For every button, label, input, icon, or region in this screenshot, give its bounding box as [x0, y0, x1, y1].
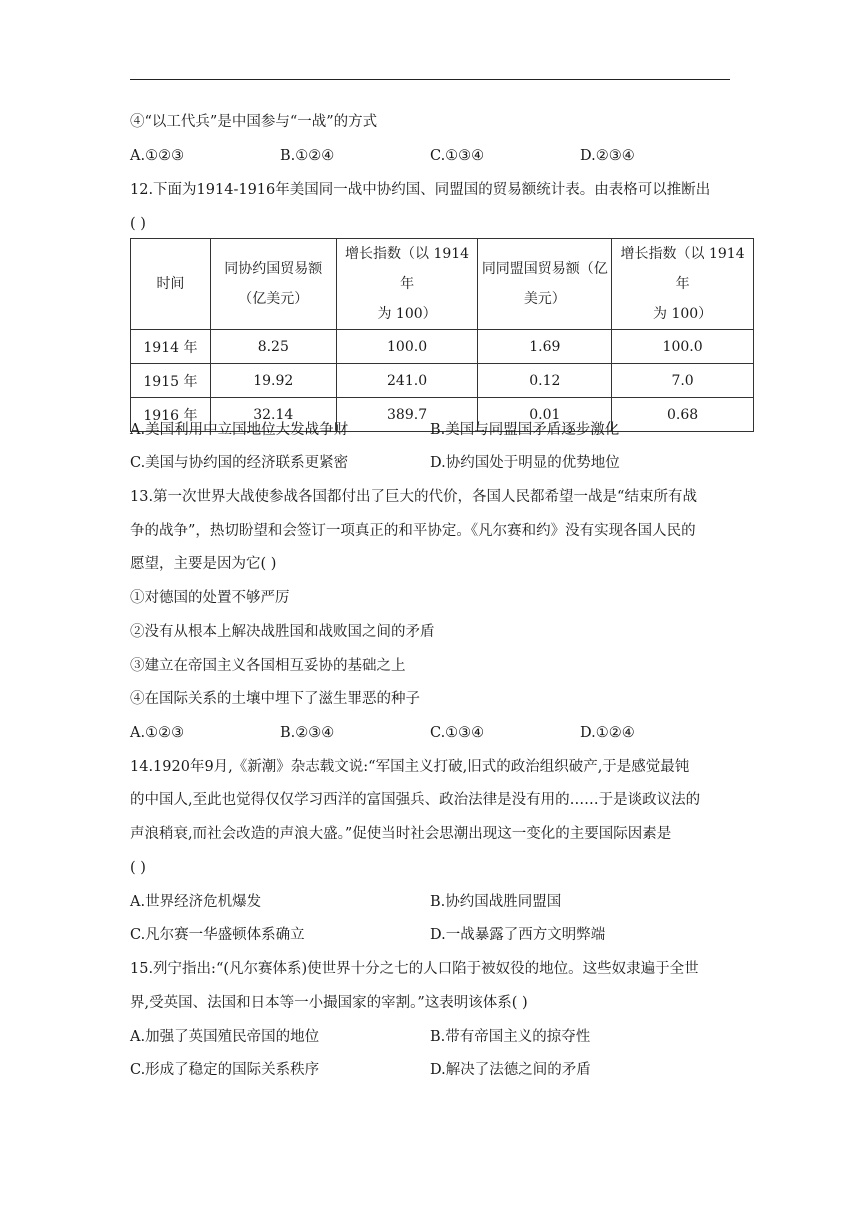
q15-stem-line-2: 界,受英国、法国和日本等一小撮国家的宰割。”这表明该体系( ) [130, 995, 528, 1011]
q13-option-a: A.①②③ [130, 725, 185, 741]
header-line: 美元） [523, 291, 566, 307]
header-rule [130, 79, 730, 80]
q14-stem-line-1: 14.1920年9月,《新潮》杂志载文说:“军国主义打破,旧式的政治组织破产,于是感觉最钝 [130, 759, 690, 775]
header-line: 增长指数（以 1914 年 [620, 246, 745, 292]
table-cell: 0.68 [612, 398, 754, 432]
table-cell: 7.0 [612, 364, 754, 398]
q13-option-c: C.①③④ [430, 725, 485, 741]
q11-option-a: A.①②③ [130, 148, 185, 164]
table-cell: 1916 年 [131, 398, 211, 432]
q12-option-c: C.美国与协约国的经济联系更紧密 [130, 455, 349, 471]
q15-option-a: A.加强了英国殖民帝国的地位 [130, 1029, 320, 1045]
q14-option-a: A.世界经济危机爆发 [130, 894, 262, 910]
q13-item-2: ②没有从根本上解决战胜国和战败国之间的矛盾 [130, 624, 435, 640]
q14-option-d: D.一战暴露了西方文明弊端 [430, 927, 606, 943]
header-cell-allied-index [336, 239, 478, 330]
q12-option-d: D.协约国处于明显的优势地位 [430, 455, 620, 471]
trade-statistics-table [130, 238, 754, 432]
header-line: 同同盟国贸易额（亿 [481, 261, 608, 277]
q12-stem-line-1: 12.下面为1914-1916年美国同一战中协约国、同盟国的贸易额统计表。由表格可以推断出 [130, 182, 711, 198]
q14-option-c: C.凡尔赛一华盛顿体系确立 [130, 927, 305, 943]
table-cell: 1.69 [478, 330, 612, 364]
q15-option-b: B.带有帝国主义的掠夺性 [430, 1029, 591, 1045]
header-line: （亿美元） [238, 291, 309, 307]
table-row [131, 364, 754, 398]
header-line: 同协约国贸易额 [224, 261, 323, 277]
table-row [131, 330, 754, 364]
table-header-row [131, 239, 754, 330]
q13-stem-line-1: 13.第一次世界大战使参战各国都付出了巨大的代价，各国人民都希望一战是“结束所有战 [130, 489, 697, 505]
q12-option-a: A.美国利用中立国地位大发战争财 [130, 422, 349, 438]
q13-item-3: ③建立在帝国主义各国相互妥协的基础之上 [130, 658, 406, 674]
table-cell: 241.0 [336, 364, 478, 398]
table-cell: 389.7 [336, 398, 478, 432]
q15-stem-line-1: 15.列宁指出:“(凡尔赛体系)使世界十分之七的人口陷于被奴役的地位。这些奴隶遍于全世 [130, 961, 699, 977]
table-cell: 1915 年 [131, 364, 211, 398]
q15-option-c: C.形成了稳定的国际关系秩序 [130, 1062, 320, 1078]
header-cell-central-trade [478, 239, 612, 330]
q14-stem-line-3: 声浪稍衰,而社会改造的声浪大盛。”促使当时社会思潮出现这一变化的主要国际因素是 [130, 826, 672, 842]
q13-item-4: ④在国际关系的土壤中埋下了滋生罪恶的种子 [130, 691, 420, 707]
q11-option-d: D.②③④ [580, 148, 635, 164]
table-cell: 1914 年 [131, 330, 211, 364]
q14-stem-line-4: ( ) [130, 860, 146, 876]
q14-stem-line-2: 的中国人,至此也觉得仅仅学习西洋的富国强兵、政治法律是没有用的……于是谈政议法的 [130, 792, 701, 808]
header-cell-time [131, 239, 211, 330]
header-cell-central-index [612, 239, 754, 330]
q11-item-4: ④“以工代兵”是中国参与“一战”的方式 [130, 114, 378, 130]
q12-stem-line-2: ( ) [130, 216, 146, 232]
q15-option-d: D.解决了法德之间的矛盾 [430, 1062, 591, 1078]
table-cell: 32.14 [210, 398, 336, 432]
q11-option-b: B.①②④ [280, 148, 335, 164]
table-cell: 8.25 [210, 330, 336, 364]
header-line: 时间 [156, 276, 185, 292]
table-cell: 0.01 [478, 398, 612, 432]
table-cell: 100.0 [336, 330, 478, 364]
header-line: 增长指数（以 1914 年 [345, 246, 470, 292]
header-line: 为 100） [653, 306, 713, 322]
q13-item-1: ①对德国的处置不够严厉 [130, 590, 290, 606]
q13-option-d: D.①②④ [580, 725, 635, 741]
header-cell-allied-trade [210, 239, 336, 330]
header-line: 为 100） [377, 306, 437, 322]
q13-stem-line-3: 愿望，主要是因为它( ) [130, 556, 277, 572]
q14-option-b: B.协约国战胜同盟国 [430, 894, 562, 910]
q13-stem-line-2: 争的战争”，热切盼望和会签订一项真正的和平协定。《凡尔赛和约》没有实现各国人民的 [130, 523, 696, 539]
q13-option-b: B.②③④ [280, 725, 335, 741]
q12-option-b: B.美国与同盟国矛盾逐步激化 [430, 422, 620, 438]
table-cell: 19.92 [210, 364, 336, 398]
table-cell: 100.0 [612, 330, 754, 364]
q11-option-c: C.①③④ [430, 148, 485, 164]
table-cell: 0.12 [478, 364, 612, 398]
